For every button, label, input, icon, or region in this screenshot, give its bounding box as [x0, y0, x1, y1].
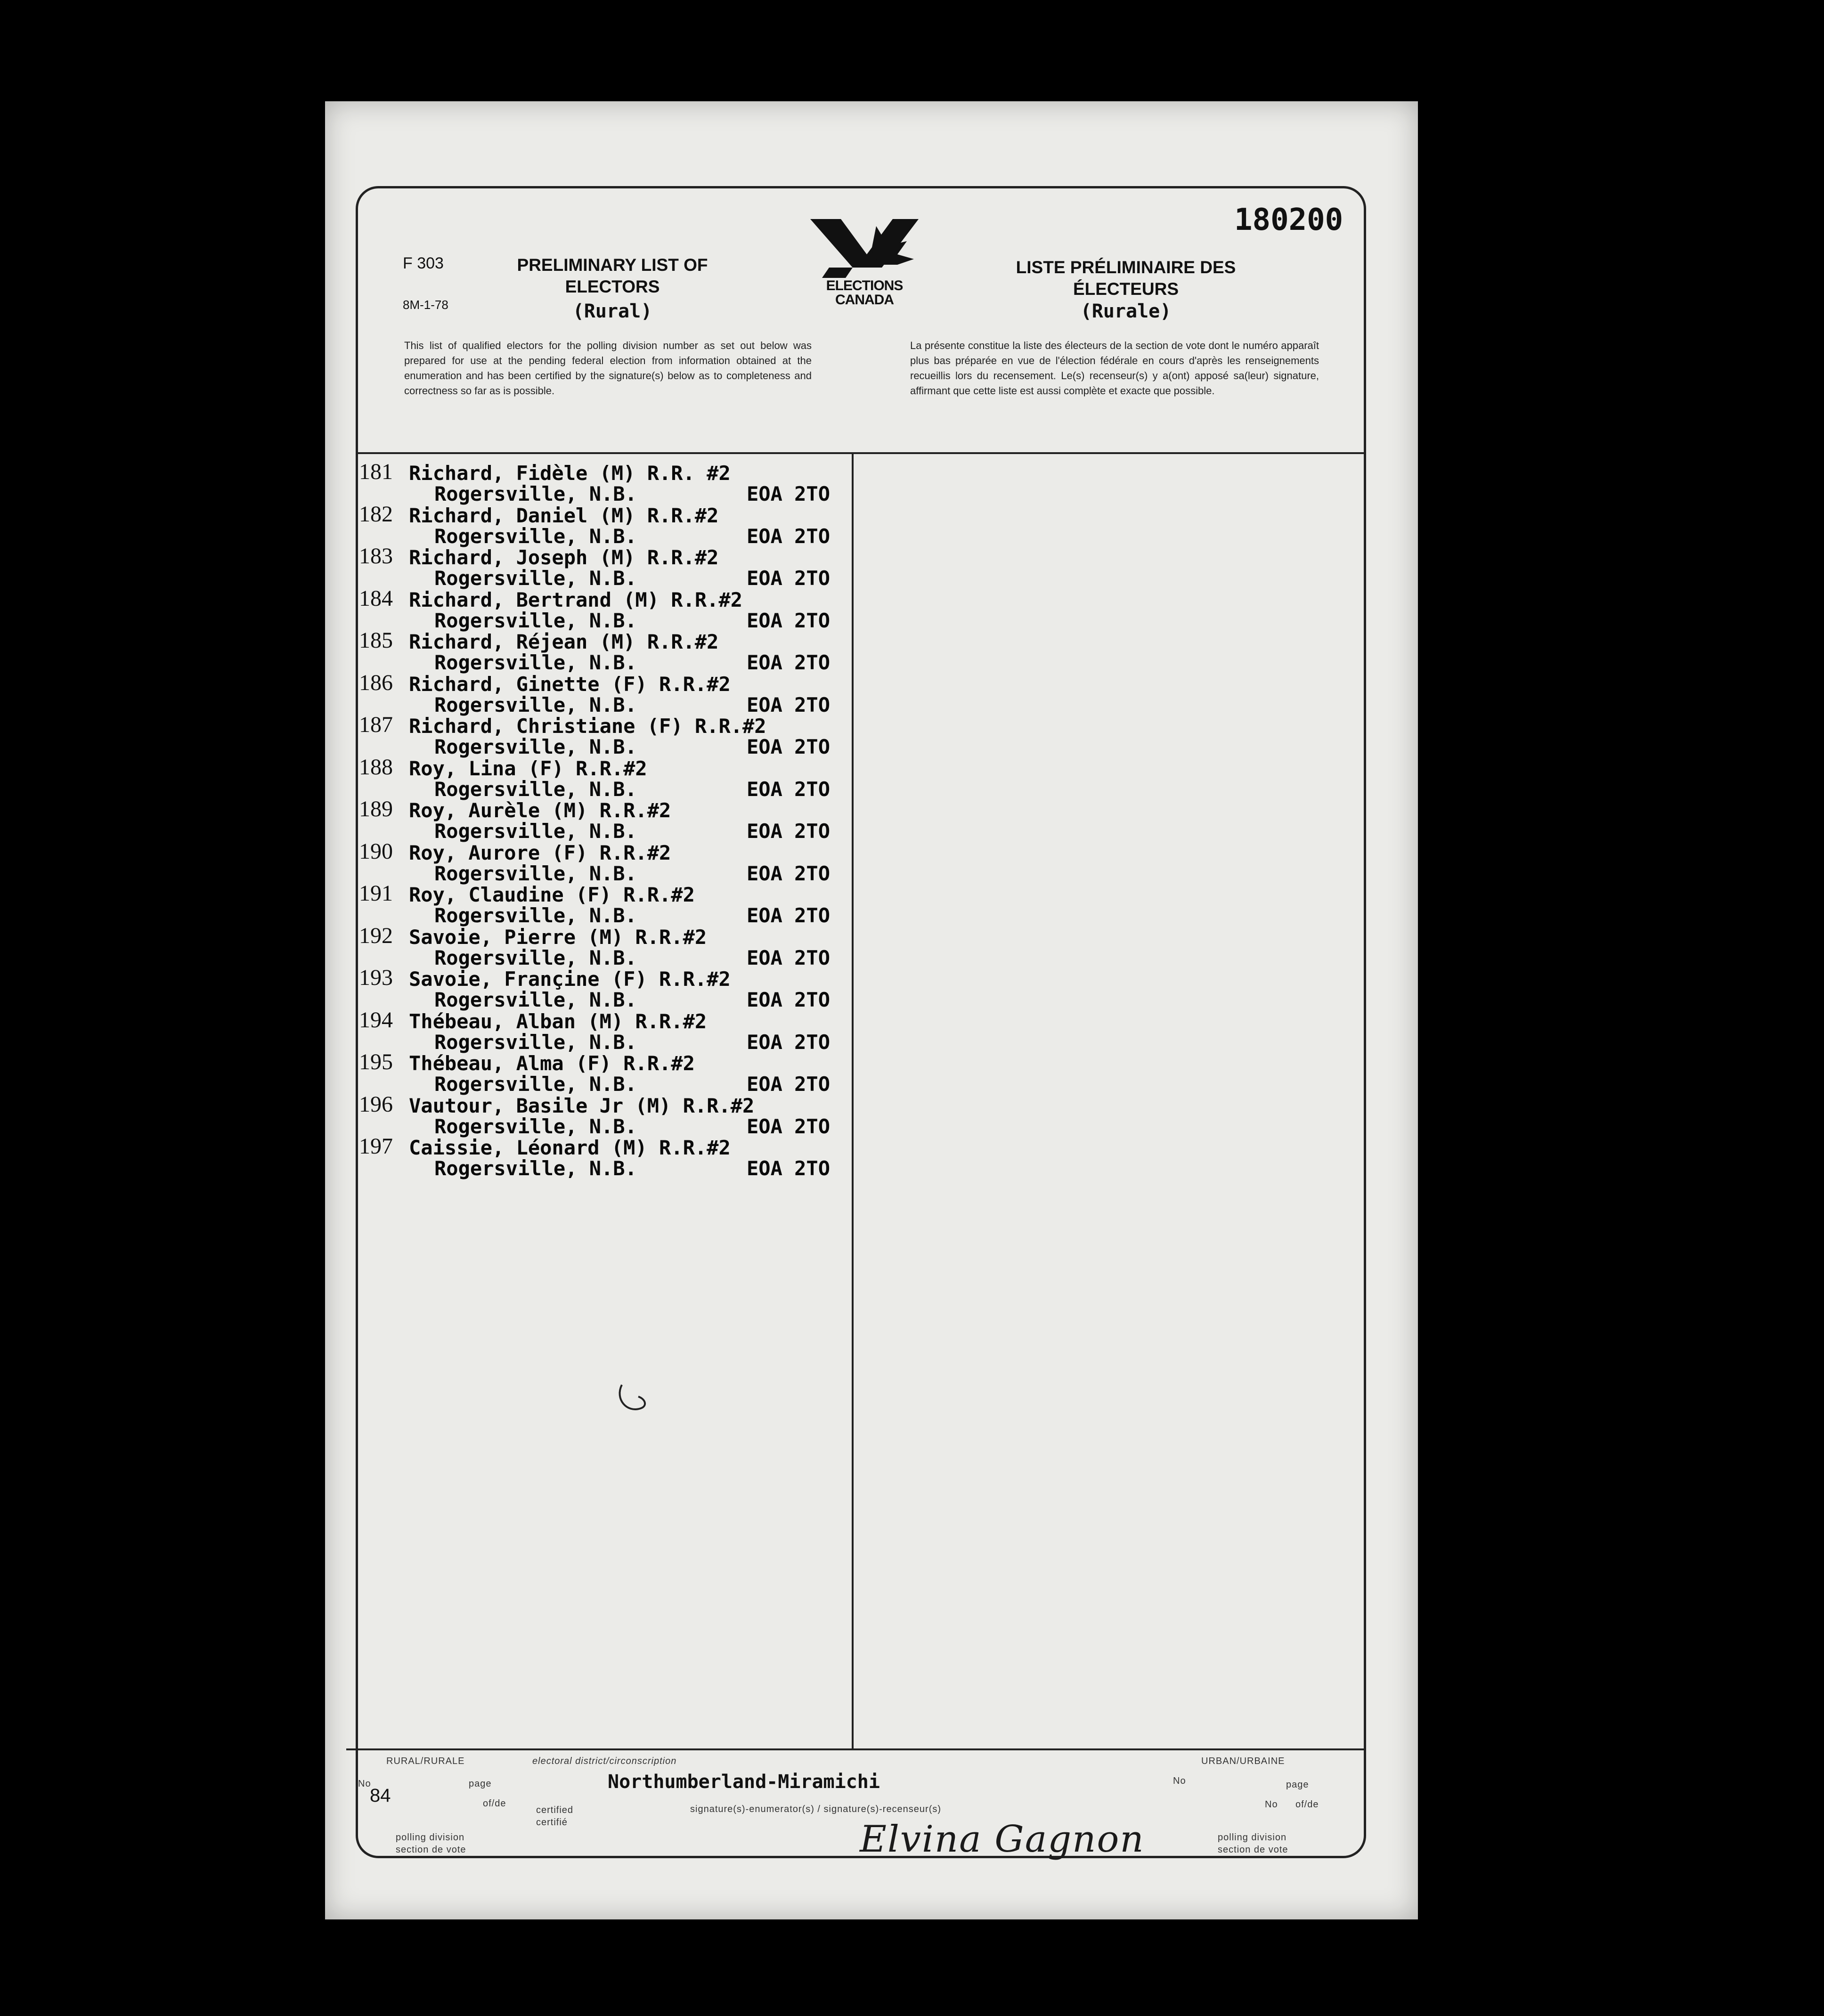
district-label: electoral district/circonscription [532, 1756, 677, 1766]
elector-address-line: Rogersville, N.B. [434, 482, 637, 505]
no-label-right: No [1173, 1776, 1186, 1786]
elector-address-line: Rogersville, N.B. [434, 1030, 637, 1054]
elector-address-line: Rogersville, N.B. [434, 904, 637, 927]
elector-address-line: Rogersville, N.B. [434, 1114, 637, 1138]
elector-number: 184 [359, 585, 393, 611]
elector-postal-code: EOA 2TO [747, 651, 831, 674]
urban-label: URBAN/URBAINE [1201, 1756, 1285, 1766]
rural-label: RURAL/RURALE [386, 1756, 465, 1766]
subtitle-en: (Rural) [572, 301, 652, 322]
page-label-left: page [469, 1779, 492, 1789]
elector-name-line: Savoie, Pierre (M) R.R.#2 [409, 925, 707, 949]
form-date: 8M-1-78 [403, 298, 448, 312]
elector-address-line: Rogersville, N.B. [434, 735, 637, 758]
no-label-left: No [358, 1779, 371, 1789]
elector-postal-code: EOA 2TO [747, 777, 831, 801]
elector-name-line: Thébeau, Alban (M) R.R.#2 [409, 1009, 707, 1033]
elector-name-line: Vautour, Basile Jr (M) R.R.#2 [409, 1094, 755, 1117]
logo-text-line2: CANADA [835, 292, 894, 308]
elector-number: 188 [359, 754, 393, 780]
description-fr: La présente constitue la liste des électeurs de la section de vote dont le numéro apparaît plus bas préparée en vue de l'élection fédérale en cours d'après les renseignements recueillis lors du recensement. Le(s) recenseur(s) y a(ont) apposé sa(leur) signature, affirmant que cette liste est aussi complète et exacte que possible. [910, 340, 1319, 397]
elector-name-line: Caissie, Léonard (M) R.R.#2 [409, 1136, 731, 1159]
elector-name-line: Richard, Réjean (M) R.R.#2 [409, 630, 719, 653]
elector-number: 196 [359, 1091, 393, 1117]
elector-name-line: Thébeau, Alma (F) R.R.#2 [409, 1052, 695, 1075]
elector-name-line: Richard, Bertrand (M) R.R.#2 [409, 588, 743, 611]
elector-address-line: Rogersville, N.B. [434, 1073, 637, 1096]
elector-name-line: Richard, Christiane (F) R.R.#2 [409, 715, 766, 738]
elector-number: 189 [359, 797, 393, 821]
polling-label-en-right: polling division [1218, 1832, 1287, 1843]
elector-postal-code: EOA 2TO [747, 609, 831, 632]
elector-number: 183 [359, 544, 393, 569]
title-en-line2: ELECTORS [565, 277, 660, 296]
elector-postal-code: EOA 2TO [747, 862, 831, 885]
title-en-line1: PRELIMINARY LIST OF [517, 255, 708, 275]
elector-number: 197 [359, 1134, 393, 1159]
form-code: F 303 [403, 254, 444, 272]
certified-fr: certifié [536, 1817, 568, 1828]
elector-number: 187 [359, 712, 393, 737]
elector-number: 194 [359, 1007, 393, 1032]
elector-address-line: Rogersville, N.B. [434, 651, 637, 674]
elector-postal-code: EOA 2TO [747, 482, 831, 505]
elector-name-line: Richard, Fidèle (M) R.R. #2 [409, 462, 731, 485]
polling-division-value: 84 [370, 1785, 391, 1806]
title-fr-line1: LISTE PRÉLIMINAIRE DES [1016, 258, 1236, 277]
elector-postal-code: EOA 2TO [747, 1114, 831, 1138]
elector-address-line: Rogersville, N.B. [434, 820, 637, 843]
elector-name-line: Roy, Lina (F) R.R.#2 [409, 756, 647, 780]
header-divider [358, 452, 1364, 454]
description-en: This list of qualified electors for the polling division number as set out below was prepared for use at the pending federal election from information obtained at the enumeration and has been certified by the signature(s) below as to completeness and correctness so far as is possible. [404, 340, 812, 397]
subtitle-fr: (Rurale) [1080, 301, 1172, 322]
district-name: Northumberland-Miramichi [608, 1771, 880, 1793]
pen-mark [612, 1380, 655, 1418]
elector-name-line: Roy, Claudine (F) R.R.#2 [409, 883, 695, 906]
no-label-right-2: No [1265, 1799, 1278, 1810]
elector-postal-code: EOA 2TO [747, 1073, 831, 1096]
elector-number: 182 [359, 501, 393, 527]
elector-name-line: Richard, Ginette (F) R.R.#2 [409, 672, 731, 696]
elector-address-line: Rogersville, N.B. [434, 988, 637, 1011]
elector-number: 185 [359, 628, 393, 653]
elector-postal-code: EOA 2TO [747, 735, 831, 758]
elector-number: 192 [359, 923, 393, 948]
title-fr-line2: ÉLECTEURS [1073, 279, 1179, 299]
elector-postal-code: EOA 2TO [747, 524, 831, 548]
elector-address-line: Rogersville, N.B. [434, 693, 637, 716]
elector-name-line: Savoie, Françine (F) R.R.#2 [409, 967, 731, 991]
signature-label: signature(s)-enumerator(s) / signature(s)-recenseur(s) [690, 1804, 942, 1814]
elector-postal-code: EOA 2TO [747, 1157, 831, 1180]
column-divider [852, 453, 854, 1748]
polling-label-fr-right: section de vote [1218, 1845, 1288, 1855]
polling-label-fr-left: section de vote [396, 1845, 466, 1855]
serial-number: 180200 [1234, 203, 1344, 237]
elector-address-line: Rogersville, N.B. [434, 1157, 637, 1180]
elector-number: 186 [359, 670, 393, 695]
elector-postal-code: EOA 2TO [747, 567, 831, 590]
elector-postal-code: EOA 2TO [747, 1030, 831, 1054]
of-label-left: of/de [483, 1798, 506, 1809]
logo-text-line1: ELECTIONS [826, 278, 903, 293]
enumerator-signature: Elvina Gagnon [860, 1818, 1145, 1861]
elector-name-line: Richard, Joseph (M) R.R.#2 [409, 546, 719, 569]
elector-address-line: Rogersville, N.B. [434, 862, 637, 885]
elector-number: 190 [359, 838, 393, 864]
elector-number: 193 [359, 965, 393, 990]
elector-number: 191 [359, 881, 393, 906]
elector-postal-code: EOA 2TO [747, 946, 831, 969]
elector-address-line: Rogersville, N.B. [434, 777, 637, 801]
elector-postal-code: EOA 2TO [747, 904, 831, 927]
elector-name-line: Roy, Aurore (F) R.R.#2 [409, 841, 671, 864]
of-label-right: of/de [1295, 1799, 1319, 1810]
elector-name-line: Richard, Daniel (M) R.R.#2 [409, 504, 719, 527]
page-label-right: page [1286, 1780, 1309, 1790]
elector-number: 195 [359, 1049, 393, 1074]
footer-divider [346, 1748, 1364, 1750]
elector-address-line: Rogersville, N.B. [434, 524, 637, 548]
certified-en: certified [536, 1805, 574, 1815]
elector-postal-code: EOA 2TO [747, 820, 831, 843]
elector-address-line: Rogersville, N.B. [434, 946, 637, 969]
elector-name-line: Roy, Aurèle (M) R.R.#2 [409, 799, 671, 822]
elector-number: 181 [359, 459, 393, 484]
elector-address-line: Rogersville, N.B. [434, 567, 637, 590]
elector-postal-code: EOA 2TO [747, 693, 831, 716]
elector-address-line: Rogersville, N.B. [434, 609, 637, 632]
polling-label-en-left: polling division [396, 1832, 465, 1843]
elector-postal-code: EOA 2TO [747, 988, 831, 1011]
